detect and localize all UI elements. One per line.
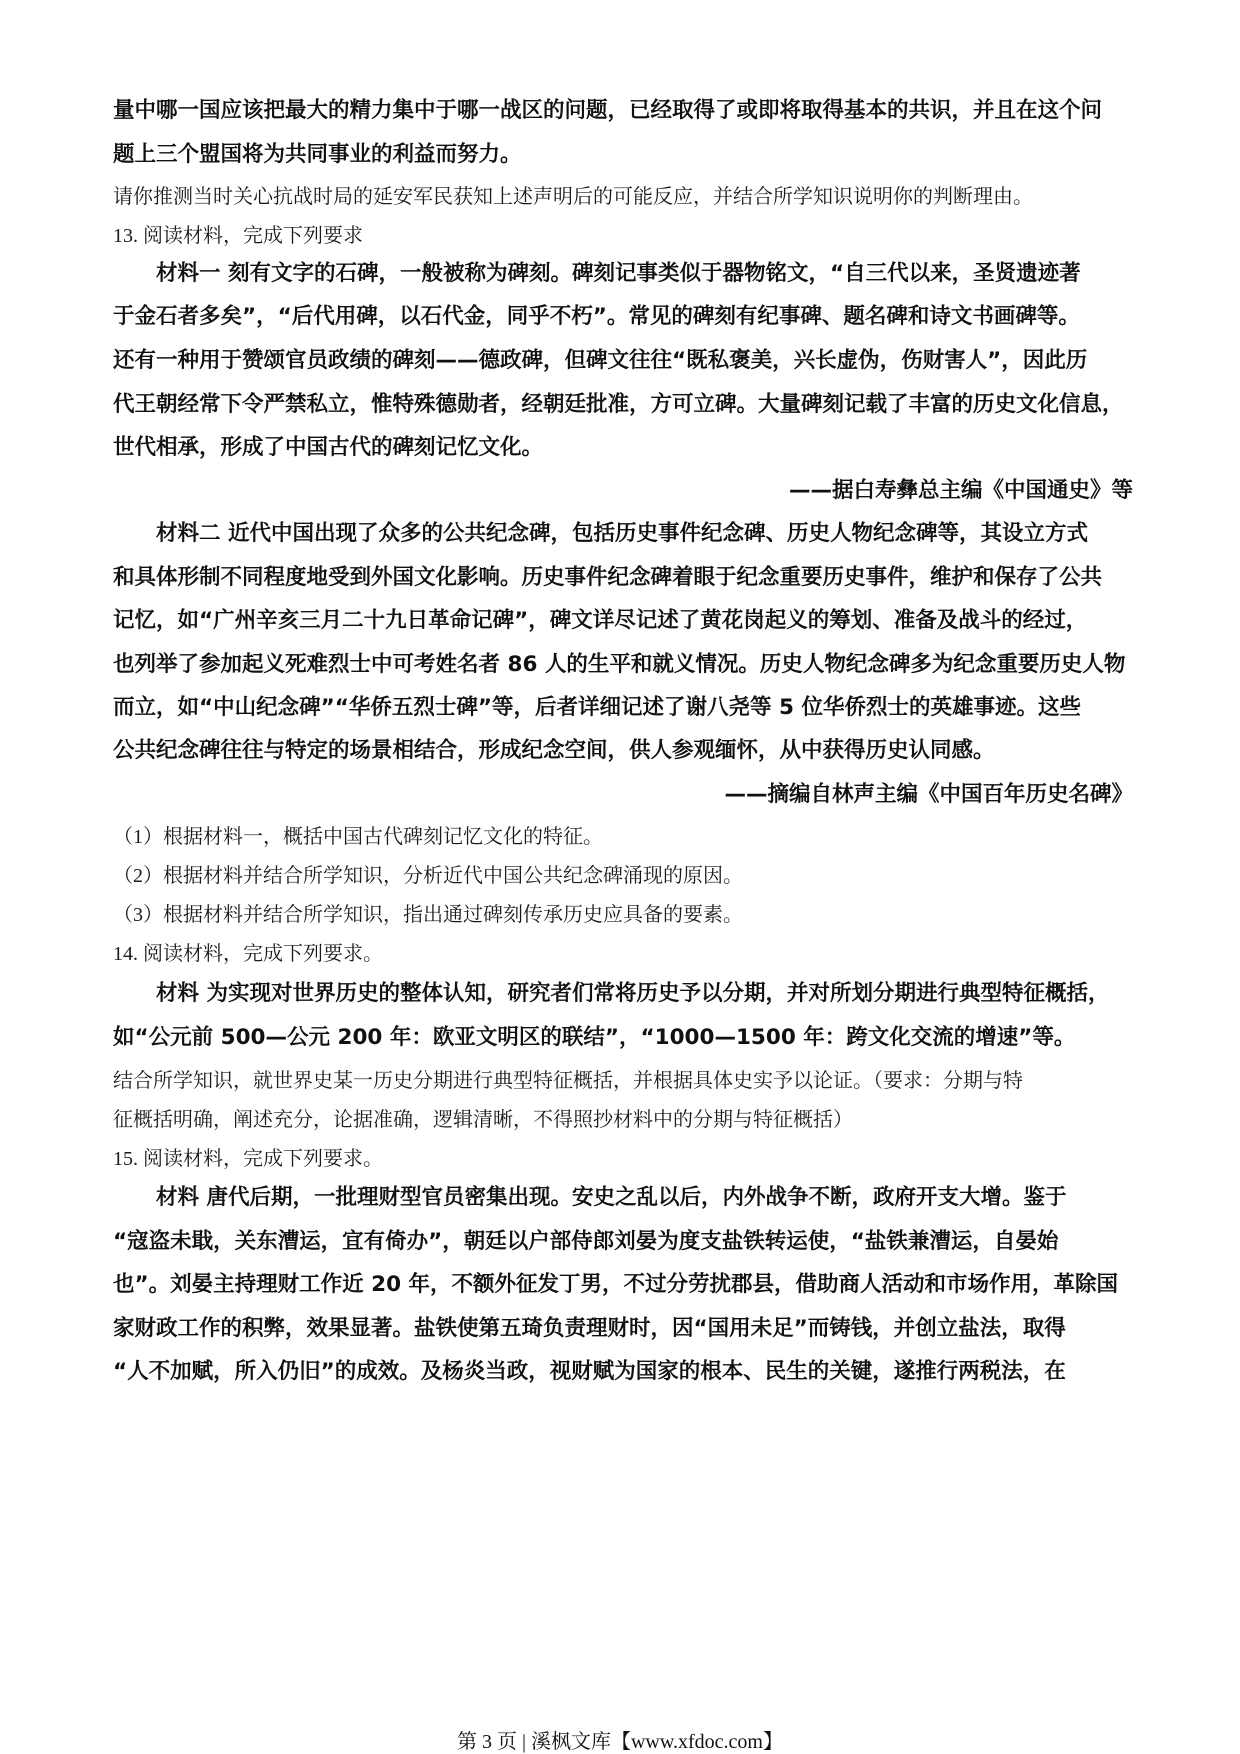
- text-line: 如“公元前 500—公元 200 年：欧亚文明区的联结”，“1000—1500 年：跨文化交流的增速”等。: [113, 1025, 1076, 1050]
- question-prompt: 请你推测当时关心抗战时局的延安军民获知上述声明后的可能反应，并结合所学知识说明你的判断理由。: [113, 186, 1033, 208]
- text-line: 记忆，如“广州辛亥三月二十九日革命记碑”，碑文详尽记述了黄花岗起义的筹划、准备及战斗的经过，: [113, 608, 1088, 633]
- text-line: “寇盗未戢，关东漕运，宜有倚办”，朝廷以户部侍郎刘晏为度支盐铁转运使，“盐铁兼漕运，自晏始: [113, 1229, 1059, 1254]
- sub-question: （2）根据材料并结合所学知识，分析近代中国公共纪念碑涌现的原因。: [113, 865, 743, 887]
- question-prompt: 征概括明确，阐述充分，论据准确，逻辑清晰，不得照抄材料中的分期与特征概括）: [113, 1109, 853, 1131]
- text-line: 材料二 近代中国出现了众多的公共纪念碑，包括历史事件纪念碑、历史人物纪念碑等，其设立方式: [113, 521, 1088, 546]
- text-line: 量中哪一国应该把最大的精力集中于哪一战区的问题，已经取得了或即将取得基本的共识，并且在这个问: [113, 98, 1103, 123]
- text-line: 也”。刘晏主持理财工作近 20 年，不额外征发丁男，不过分劳扰郡县，借助商人活动和市场作用，革除国: [113, 1272, 1119, 1297]
- text-line: “人不加赋，所入仍旧”的成效。及杨炎当政，视财赋为国家的根本、民生的关键，遂推行两税法，在: [113, 1359, 1066, 1384]
- text-line: 还有一种用于赞颂官员政绩的碑刻——德政碑，但碑文往往“既私褒美，兴长虚伪，伤财害人”，因此历: [113, 348, 1088, 373]
- sub-question: （1）根据材料一，概括中国古代碑刻记忆文化的特征。: [113, 826, 603, 848]
- text-line: 而立，如“中山纪念碑”“华侨五烈士碑”等，后者详细记述了谢八尧等 5 位华侨烈士的英雄事迹。这些: [113, 695, 1081, 720]
- page-footer: 第 3 页 | 溪枫文库【www.xfdoc.com】: [456, 1731, 783, 1753]
- question-heading: 14. 阅读材料，完成下列要求。: [113, 943, 383, 965]
- sub-question: （3）根据材料并结合所学知识，指出通过碑刻传承历史应具备的要素。: [113, 904, 743, 926]
- text-line: 材料 为实现对世界历史的整体认知，研究者们常将历史予以分期，并对所划分期进行典型特征概括，: [113, 981, 1110, 1006]
- text-line: 也列举了参加起义死难烈士中可考姓名者 86 人的生平和就义情况。历史人物纪念碑多为纪念重要历史人物: [113, 652, 1126, 677]
- text-line: 材料一 刻有文字的石碑，一般被称为碑刻。碑刻记事类似于器物铭文，“自三代以来，圣贤遗迹著: [113, 261, 1081, 286]
- text-line: 公共纪念碑往往与特定的场景相结合，形成纪念空间，供人参观缅怀，从中获得历史认同感。: [113, 738, 995, 763]
- text-line: 家财政工作的积弊，效果显著。盐铁使第五琦负责理财时，因“国用未足”而铸钱，并创立盐法，取得: [113, 1316, 1066, 1341]
- source-citation: ——摘编自林声主编《中国百年历史名碑》: [724, 782, 1133, 807]
- text-line: 材料 唐代后期，一批理财型官员密集出现。安史之乱以后，内外战争不断，政府开支大增。鉴于: [113, 1185, 1067, 1210]
- text-line: 和具体形制不同程度地受到外国文化影响。历史事件纪念碑着眼于纪念重要历史事件，维护和保存了公共: [113, 565, 1103, 590]
- question-heading: 15. 阅读材料，完成下列要求。: [113, 1148, 383, 1170]
- text-line: 代王朝经常下令严禁私立，惟特殊德勋者，经朝廷批准，方可立碑。大量碑刻记载了丰富的历史文化信息，: [113, 392, 1124, 417]
- question-heading: 13. 阅读材料，完成下列要求: [113, 225, 363, 247]
- text-line: 题上三个盟国将为共同事业的利益而努力。: [113, 142, 522, 167]
- source-citation: ——据白寿彝总主编《中国通史》等: [788, 478, 1133, 503]
- question-prompt: 结合所学知识，就世界史某一历史分期进行典型特征概括，并根据具体史实予以论证。（要求：分期与特: [113, 1070, 1023, 1092]
- text-line: 世代相承，形成了中国古代的碑刻记忆文化。: [113, 435, 544, 460]
- text-line: 于金石者多矣”，“后代用碑，以石代金，同乎不朽”。常见的碑刻有纪事碑、题名碑和诗文书画碑等。: [113, 304, 1080, 329]
